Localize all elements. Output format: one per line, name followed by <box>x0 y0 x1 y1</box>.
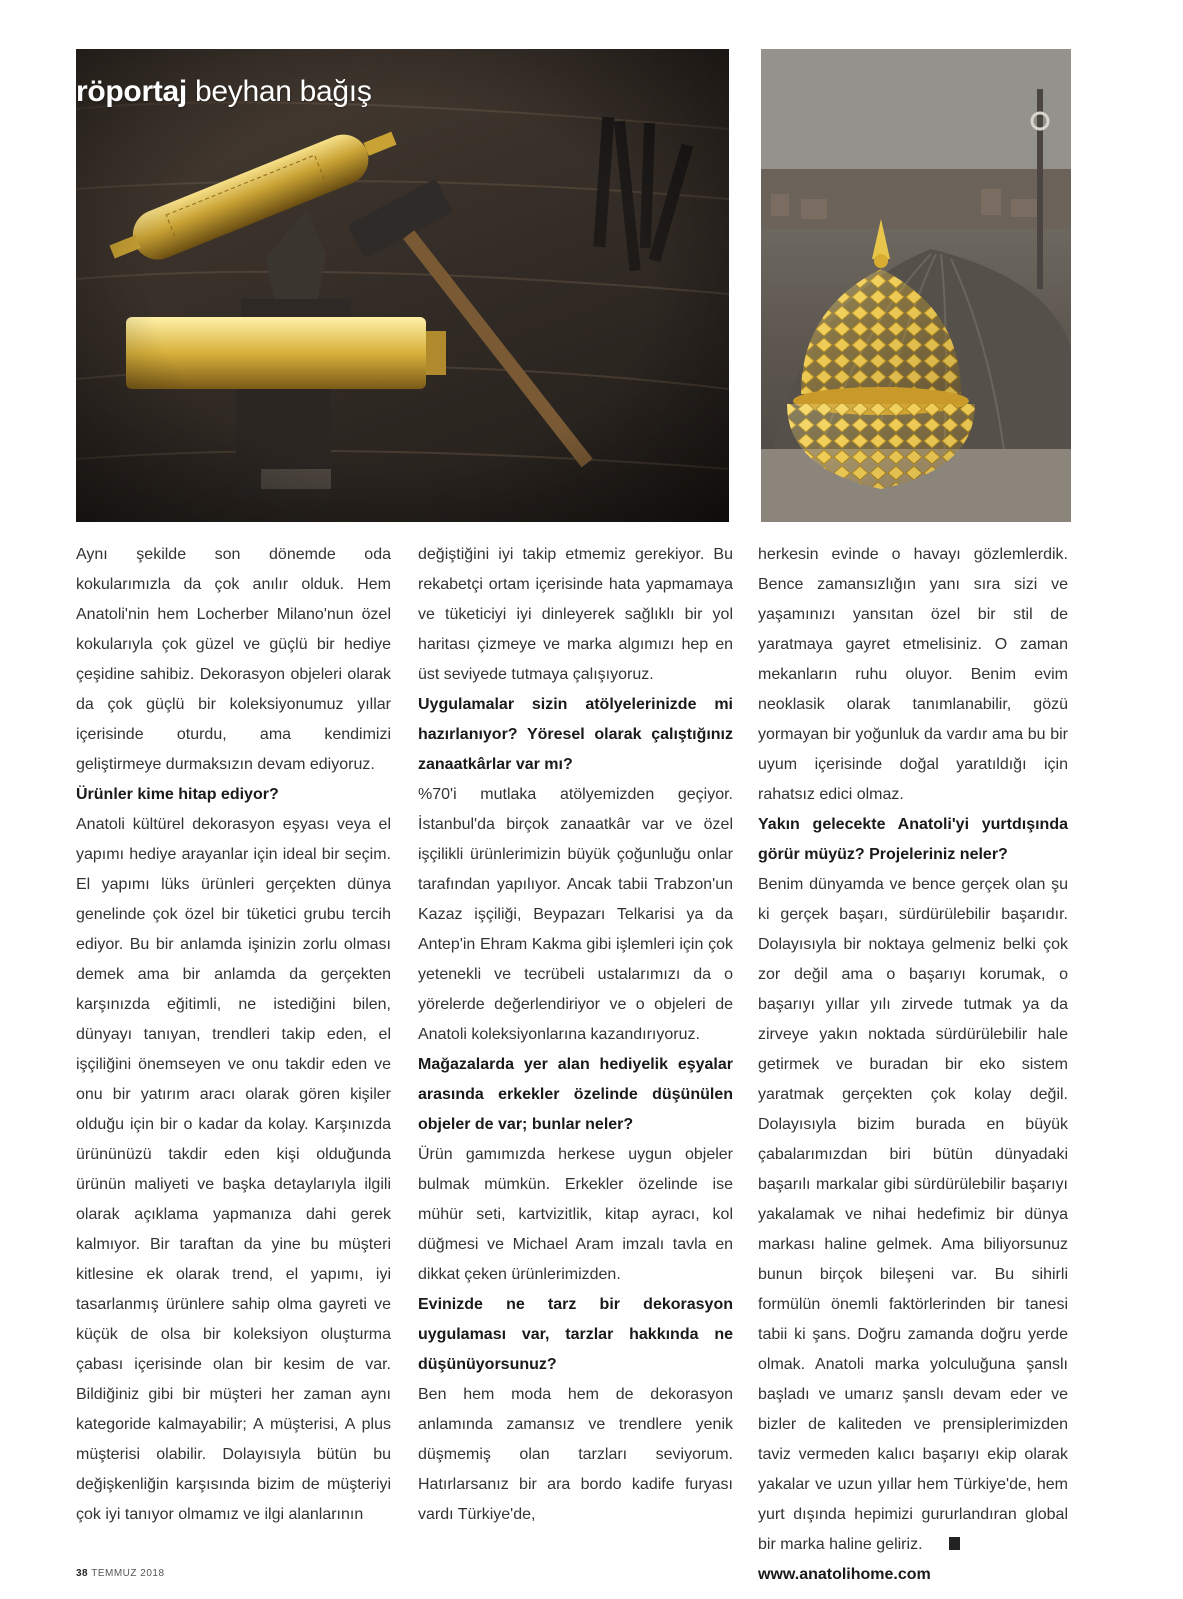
text-column-1 <box>76 540 391 1530</box>
page-footer <box>76 1568 165 1579</box>
paragraph: Aynı şekilde son dönemde oda kokularımızla da çok anılır olduk. Hem Anatoli'nin hem Locherber Milano'nun özel kokularıyla çok güzel ve güçlü bir hediye çeşidine sahibiz. Dekorasyon objeleri olarak da çok güçlü bir koleksiyonumuz yıllar içerisinde oturdu, ama kendimizi geliştirmeye durmaksızın devam ediyoruz. <box>76 546 391 773</box>
closing-paragraph <box>758 870 1068 1560</box>
page-number: 38 <box>76 1568 89 1579</box>
paragraph: %70'i mutlaka atölyemizden geçiyor. İstanbul'da birçok zanaatkâr var ve özel işçilikli ürünlerimizin büyük çoğunluğu onlar tarafından yapılıyor. Ancak tabii Trabzon'un Kazaz işçiliği, Beypazarı Telkarisi ya da Antep'in Ehram Kakma gibi işlemleri için çok yetenekli ve tecrübeli ustalarımızı da o yörelerde değerlendiriyor ve o objeleri de Anatoli koleksiyonlarına kazandırıyoruz. <box>418 786 733 1043</box>
text-column-2 <box>418 540 733 1530</box>
question-heading: Yakın gelecekte Anatoli'yi yurtdışında görür müyüz? Projeleriniz neler? <box>758 816 1068 863</box>
interviewee-name: beyhan bağış <box>194 75 372 108</box>
section-label: röportaj <box>76 75 187 108</box>
paragraph: Ben hem moda hem de dekorasyon anlamında zamansız ve trendlere yenik düşmemiş olan tarzları seviyorum. Hatırlarsanız bir ara bordo kadife furyası vardı Türkiye'de, <box>418 1386 733 1523</box>
paragraph: değiştiğini iyi takip etmemiz gerekiyor. Bu rekabetçi ortam içerisinde hata yapmamaya ve tüketiciyi iyi dinleyerek sağlıklı bir yol haritası çizmeye ve marka algımızı hep en üst seviyede tutmaya çalışıyoruz. <box>418 546 733 683</box>
golden-object-photo <box>761 49 1071 522</box>
website-link[interactable]: www.anatolihome.com <box>758 1566 931 1583</box>
question-heading: Evinizde ne tarz bir dekorasyon uygulaması var, tarzlar hakkında ne düşünüyorsunuz? <box>418 1296 733 1373</box>
question-heading: Uygulamalar sizin atölyelerinizde mi hazırlanıyor? Yöresel olarak çalıştığınız zanaatkârlar var mı? <box>418 696 733 773</box>
paragraph: herkesin evinde o havayı gözlemlerdik. Bence zamansızlığın yanı sıra sizi ve yaşamınızı yansıtan özel bir stil de yaratmaya gayret etmelisiniz. O zaman mekanların ruhu oluyor. Benim evim neoklasik olarak tanımlanabilir, gözü yormayan bir yoğunluk da vardır ama bu bir uyum içerisinde doğal yaratıldığı için rahatsız edici olmaz. <box>758 546 1068 803</box>
question-heading: Mağazalarda yer alan hediyelik eşyalar arasında erkekler özelinde düşünülen objeler de var; bunlar neler? <box>418 1056 733 1133</box>
end-of-article-mark <box>949 1537 960 1550</box>
paragraph: Ürün gamımızda herkese uygun objeler bulmak mümkün. Erkekler özelinde ise mühür seti, kartvizitlik, kitap ayracı, kol düğmesi ve Michael Aram imzalı tavla en dikkat çeken ürünlerimizden. <box>418 1146 733 1283</box>
golden-dome-illustration <box>761 49 1071 522</box>
workshop-tools-illustration <box>76 49 729 522</box>
section-header <box>76 75 372 109</box>
workshop-photo <box>76 49 729 522</box>
paragraph-text: Benim dünyamda ve bence gerçek olan şu ki gerçek başarı, sürdürülebilir başarıdır. Dolayısıyla bir noktaya gelmeniz belki çok zor değil ama o başarıyı korumak, o başarıyı yıllar yılı zirvede tutmak ya da zirveye yakın noktada sürdürülebilir hale getirmek ve buradan bir eko sistem yaratmak gerçekten çok kolay değil. Dolayısıyla bizim burada en büyük çabalarımızdan biri bütün dünyadaki başarılı markalar gibi sürdürülebilir başarıyı yakalamak ve nihai hedefimiz bir dünya markası haline gelmek. Ama biliyorsunuz bunun birçok bileşeni var. Bu sihirli formülün önemli faktörlerinden bir tanesi tabii ki şans. Doğru zamanda doğru yerde olmak. Anatoli marka yolculuğuna şanslı başladı ve umarız şanslı devam eder ve bizler de kaliteden ve prensiplerimizden taviz vermeden kalıcı başarıyı ekip olarak yakalar ve uzun yıllar hem Türkiye'de, hem yurt dışında hepimizi gururlandıran global bir marka haline geliriz. <box>758 876 1068 1553</box>
text-column-3 <box>758 540 1068 1590</box>
question-heading: Ürünler kime hitap ediyor? <box>76 786 279 803</box>
paragraph: Anatoli kültürel dekorasyon eşyası veya el yapımı hediye arayanlar için ideal bir seçim. El yapımı lüks ürünleri gerçekten dünya genelinde çok özel bir tüketici grubu tercih ediyor. Bu bir anlamda işinizin zorlu olması demek ama bir anlamda da gerçekten karşınızda eğitimli, ne istediğini bilen, dünyayı tanıyan, trendleri takip eden, el işçiliğini önemseyen ve onu takdir eden ve onu bir yatırım aracı olarak gören kişiler olduğu için bir o kadar da kolay. Karşınızda ürününüzü takdir eden kişi olduğunda ürünün maliyeti ve başka detaylarıyla ilgili olarak açıklama yapmanıza dahi gerek kalmıyor. Bir taraftan da yine bu müşteri kitlesine ek olarak trend, el yapımı, iyi tasarlanmış ürünlere sahip olma gayreti ve küçük de olsa bir koleksiyon oluşturma çabası içerisinde olan bir kesim de var. Bildiğiniz gibi bir müşteri her zaman aynı kategoride kalmayabilir; A müşterisi, A plus müşterisi olabilir. Dolayısıyla bütün bu değişkenliğin karşısında bizim de müşteriyi çok iyi tanıyor olmamız ve ilgi alanlarının <box>76 816 391 1523</box>
issue-date: TEMMUZ 2018 <box>91 1568 165 1579</box>
